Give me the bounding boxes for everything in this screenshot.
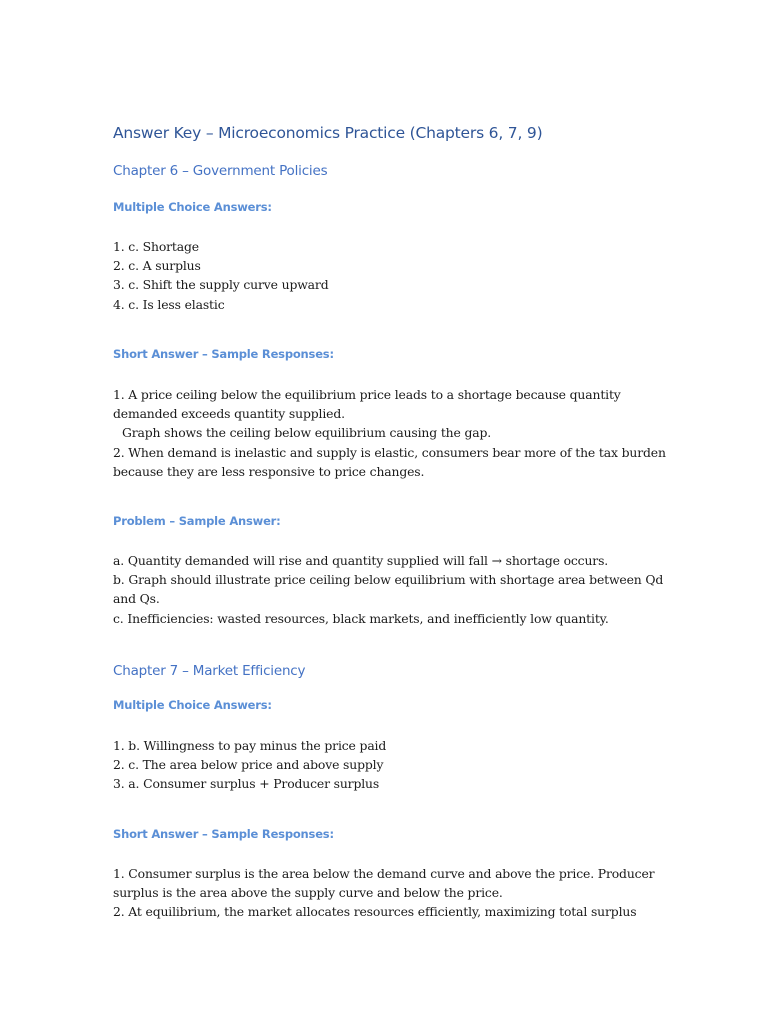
chapter-7-sa-answers xyxy=(113,864,653,922)
sa-answer-line: 1. A price ceiling below the equilibrium price leads to a shortage because quantity xyxy=(113,387,621,402)
mc-answer-line: 3. c. Shift the supply curve upward xyxy=(113,277,329,293)
mc-answer-line: 2. c. The area below price and above supply xyxy=(113,757,384,773)
chapter-6-problem-heading: Problem – Sample Answer: xyxy=(113,514,281,528)
document-title: Answer Key – Microeconomics Practice (Chapters 6, 7, 9) xyxy=(113,124,543,142)
chapter-6-mc-heading: Multiple Choice Answers: xyxy=(113,200,272,214)
sa-answer-line: because they are less responsive to price changes. xyxy=(113,463,425,479)
chapter-7-sa-heading: Short Answer – Sample Responses: xyxy=(113,827,334,841)
sa-answer-line: surplus is the area above the supply curve and below the price. xyxy=(113,885,503,901)
chapter-7-mc-heading: Multiple Choice Answers: xyxy=(113,698,272,712)
sa-answer-line: 1. Consumer surplus is the area below the demand curve and above the price. Producer xyxy=(113,866,655,881)
mc-answer-line: 1. c. Shortage xyxy=(113,239,199,254)
mc-answer-line: 4. c. Is less elastic xyxy=(113,296,225,312)
sa-answer-line: 2. At equilibrium, the market allocates resources efficiently, maximizing total surplus xyxy=(113,904,637,920)
problem-answer-line: c. Inefficiencies: wasted resources, black markets, and inefficiently low quantity. xyxy=(113,610,609,626)
chapter-6-heading: Chapter 6 – Government Policies xyxy=(113,163,328,179)
chapter-6-problem-answers xyxy=(113,551,664,628)
chapter-6-mc-answers xyxy=(113,237,653,314)
sa-answer-line: 2. When demand is inelastic and supply is elastic, consumers bear more of the tax burden xyxy=(113,444,666,460)
problem-answer-line: and Qs. xyxy=(113,591,160,607)
chapter-6-sa-heading: Short Answer – Sample Responses: xyxy=(113,347,334,361)
mc-answer-line: 3. a. Consumer surplus + Producer surplus xyxy=(113,776,380,792)
chapter-7-mc-answers xyxy=(113,736,653,794)
chapter-6-sa-answers xyxy=(113,385,666,481)
problem-answer-line: b. Graph should illustrate price ceiling below equilibrium with shortage area between Qd xyxy=(113,572,664,588)
sa-answer-line: demanded exceeds quantity supplied. xyxy=(113,406,345,422)
sa-answer-line: Graph shows the ceiling below equilibrium causing the gap. xyxy=(122,425,492,441)
mc-answer-line: 2. c. A surplus xyxy=(113,258,201,274)
problem-answer-line: a. Quantity demanded will rise and quantity supplied will fall → shortage occurs. xyxy=(113,553,609,568)
chapter-7-heading: Chapter 7 – Market Efficiency xyxy=(113,663,306,679)
mc-answer-line: 1. b. Willingness to pay minus the price paid xyxy=(113,738,387,753)
